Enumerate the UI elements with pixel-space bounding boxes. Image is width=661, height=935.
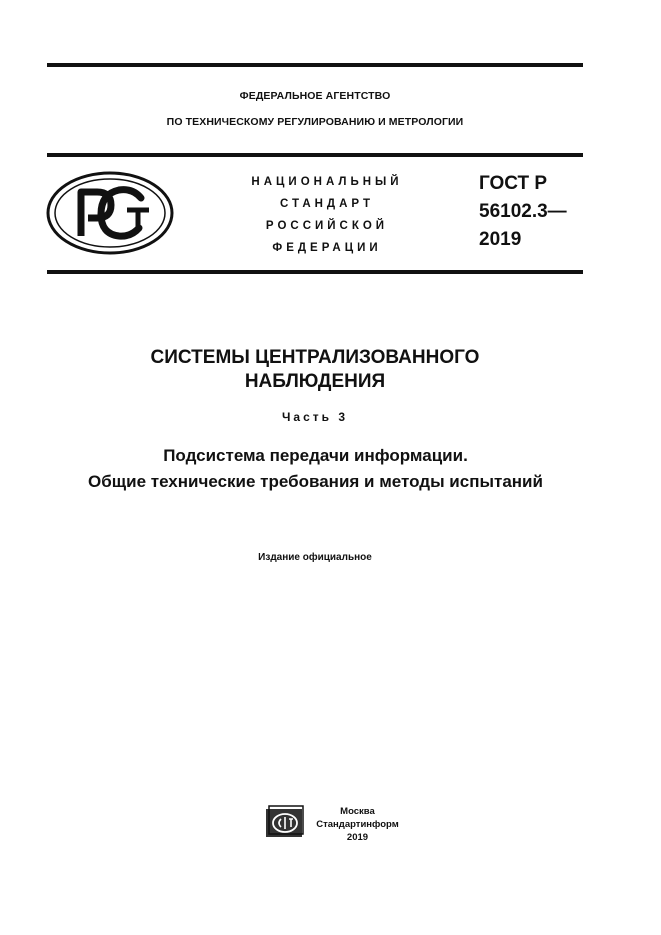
- designation-line-3: 2019: [479, 229, 522, 250]
- rst-emblem-icon: [45, 170, 175, 256]
- national-standard-label: [222, 171, 432, 259]
- designation-line-1: ГОСТ Р: [479, 173, 548, 194]
- standartinform-logo-icon: [265, 805, 305, 839]
- top-rule: [47, 63, 583, 67]
- document-subtitle: [20, 443, 611, 495]
- publisher-info: [300, 805, 415, 844]
- agency-line-2: ПО ТЕХНИЧЕСКОМУ РЕГУЛИРОВАНИЮ И МЕТРОЛОГИИ: [166, 116, 464, 128]
- subtitle-line-1: Подсистема передачи информации.: [163, 446, 468, 465]
- header-rule: [47, 153, 583, 157]
- standard-designation: [479, 170, 567, 254]
- part-label: Часть 3: [281, 410, 349, 424]
- agency-line-1: ФЕДЕРАЛЬНОЕ АГЕНТСТВО: [239, 90, 391, 102]
- national-line-2: СТАНДАРТ: [280, 198, 374, 210]
- national-line-4: ФЕДЕРАЦИИ: [272, 242, 382, 254]
- document-title: [47, 346, 583, 394]
- national-line-1: НАЦИОНАЛЬНЫЙ: [251, 176, 403, 188]
- subtitle-line-2: Общие технические требования и методы испытаний: [88, 472, 543, 491]
- publisher-year: 2019: [346, 832, 369, 843]
- publisher-city: Москва: [340, 806, 375, 817]
- title-line-2: НАБЛЮДЕНИЯ: [244, 371, 386, 392]
- national-line-3: РОССИЙСКОЙ: [265, 220, 389, 232]
- designation-line-2: 56102.3—: [479, 201, 567, 222]
- title-line-1: СИСТЕМЫ ЦЕНТРАЛИЗОВАННОГО: [150, 347, 480, 368]
- publisher-name: Стандартинформ: [316, 819, 399, 830]
- edition-label: Издание официальное: [258, 552, 372, 563]
- bottom-header-rule: [47, 270, 583, 274]
